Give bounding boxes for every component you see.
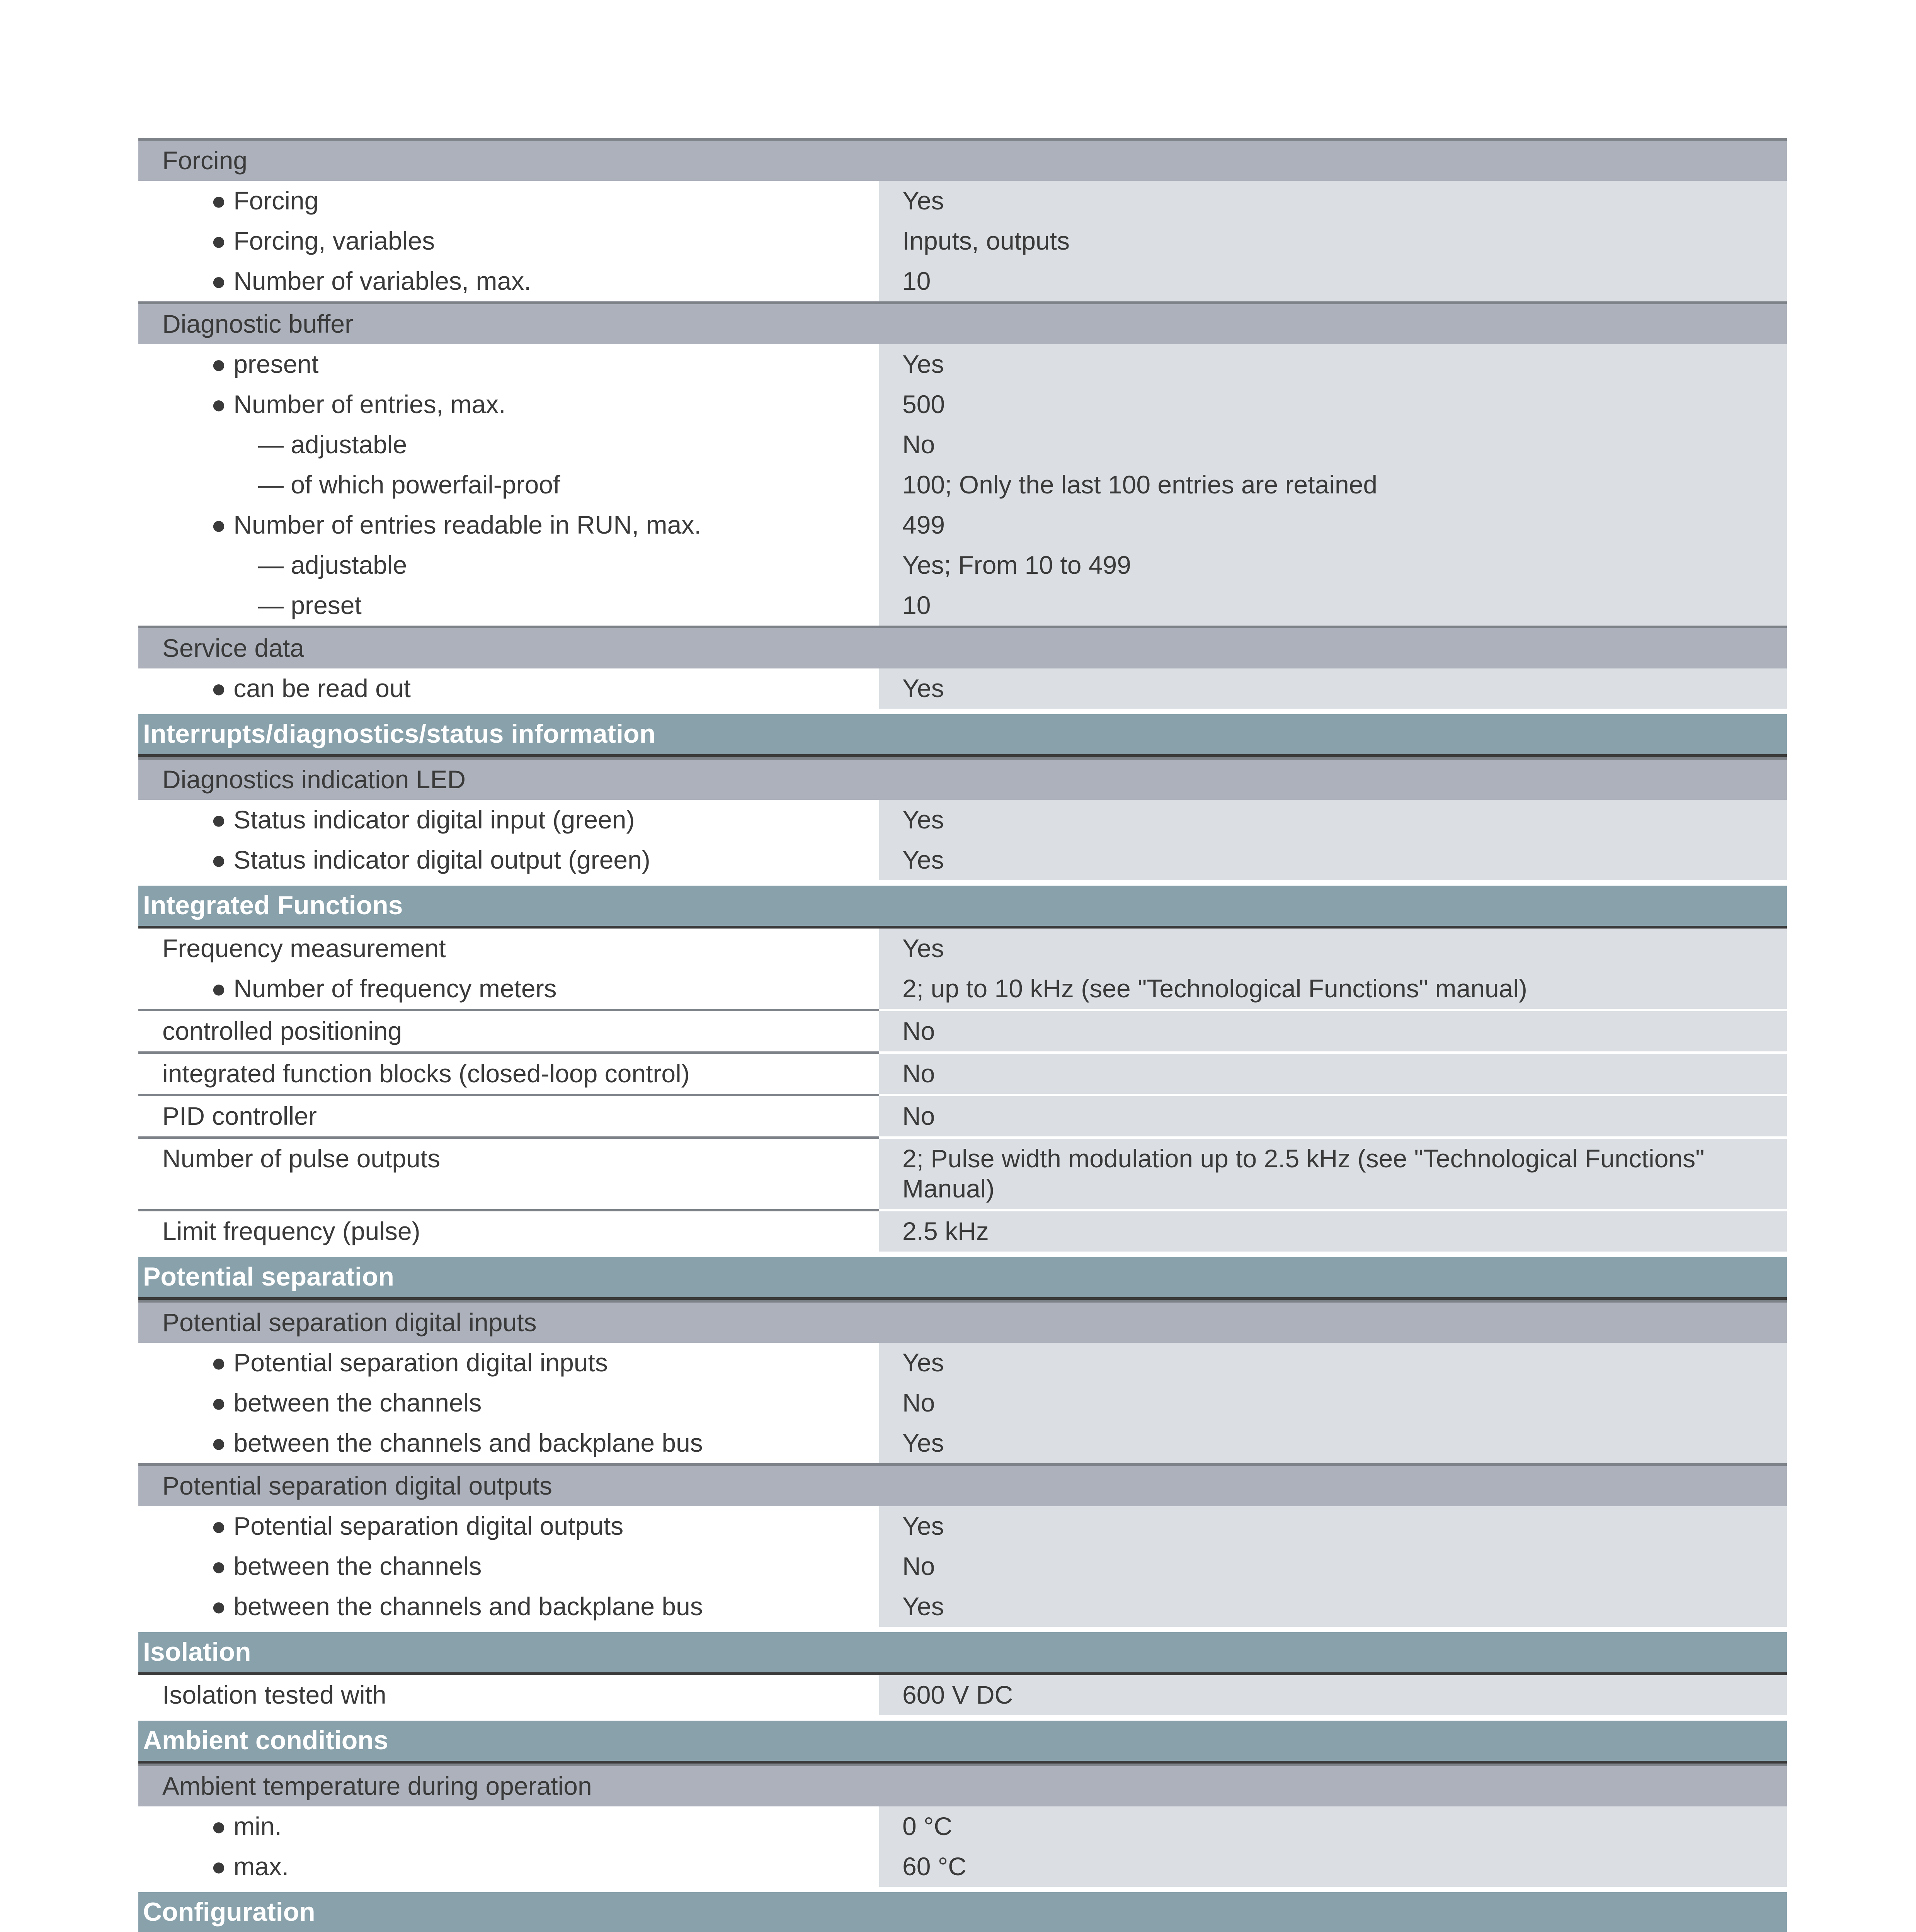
spec-value: 100; Only the last 100 entries are retained [879, 465, 1787, 505]
spec-value: 2.5 kHz [879, 1209, 1787, 1252]
section-header: Potential separation [138, 1257, 1787, 1300]
spec-row [138, 1343, 1787, 1383]
spec-row [138, 384, 1787, 425]
group-header: Service data [138, 626, 1787, 668]
spec-row [138, 1136, 1787, 1209]
spec-value: Yes [879, 929, 1787, 969]
spec-row [138, 800, 1787, 840]
spec-row [138, 1506, 1787, 1546]
spec-label: ● Number of frequency meters [211, 974, 557, 1003]
spec-label: — of which powerfail-proof [258, 470, 560, 499]
spec-label: ● between the channels and backplane bus [211, 1592, 703, 1621]
spec-row [138, 545, 1787, 585]
spec-label: Limit frequency (pulse) [138, 1209, 879, 1252]
spec-value: 2; up to 10 kHz (see "Technological Functions" manual) [879, 969, 1787, 1009]
spec-value: Yes [879, 800, 1787, 840]
spec-row [138, 929, 1787, 969]
spec-value: 499 [879, 505, 1787, 545]
spec-row [138, 1094, 1787, 1136]
spec-value: Yes [879, 181, 1787, 221]
spec-value: No [879, 425, 1787, 465]
spec-row [138, 1847, 1787, 1887]
spec-table [138, 138, 1787, 1932]
spec-label: ● between the channels and backplane bus [211, 1429, 703, 1457]
spec-value: 0 °C [879, 1806, 1787, 1847]
spec-value: 10 [879, 261, 1787, 301]
spec-row [138, 1009, 1787, 1051]
group-header: Potential separation digital outputs [138, 1463, 1787, 1506]
spec-row [138, 1383, 1787, 1423]
spec-value: No [879, 1546, 1787, 1587]
spec-label: — adjustable [258, 430, 407, 459]
spec-value: 10 [879, 585, 1787, 626]
spec-value: Yes [879, 344, 1787, 384]
section-header: Ambient conditions [138, 1721, 1787, 1764]
spec-value: No [879, 1051, 1787, 1094]
spec-label: ● Status indicator digital input (green) [211, 805, 635, 834]
spec-value: 600 V DC [879, 1675, 1787, 1715]
spec-label: ● Forcing, variables [211, 226, 435, 255]
spec-row [138, 505, 1787, 545]
spec-row [138, 1546, 1787, 1587]
spec-label: ● Potential separation digital inputs [211, 1348, 608, 1377]
spec-label: ● Potential separation digital outputs [211, 1512, 624, 1540]
spec-value: Yes [879, 1423, 1787, 1463]
spec-label: ● max. [211, 1852, 289, 1881]
spec-label: ● Forcing [211, 186, 319, 215]
spec-value: 500 [879, 384, 1787, 425]
spec-label: ● Status indicator digital output (green) [211, 845, 650, 874]
section-header: Isolation [138, 1632, 1787, 1675]
spec-row [138, 668, 1787, 709]
spec-label: — adjustable [258, 551, 407, 579]
spec-row [138, 221, 1787, 261]
spec-row [138, 969, 1787, 1009]
spec-label: ● Number of entries, max. [211, 390, 506, 418]
spec-label: Isolation tested with [162, 1680, 386, 1709]
group-header: Ambient temperature during operation [138, 1764, 1787, 1806]
section-header: Integrated Functions [138, 886, 1787, 929]
spec-label: ● min. [211, 1812, 282, 1840]
spec-label: ● between the channels [211, 1552, 482, 1580]
group-header: Diagnostics indication LED [138, 757, 1787, 800]
group-header: Potential separation digital inputs [138, 1300, 1787, 1343]
spec-label: — preset [258, 591, 362, 619]
spec-label: ● Number of variables, max. [211, 267, 531, 295]
spec-label: PID controller [138, 1094, 879, 1136]
spec-value: 60 °C [879, 1847, 1787, 1887]
spec-value: 2; Pulse width modulation up to 2.5 kHz (see "Technological Functions" Manual) [879, 1136, 1787, 1209]
spec-label: integrated function blocks (closed-loop control) [138, 1051, 879, 1094]
spec-label: ● present [211, 350, 319, 378]
spec-label: ● between the channels [211, 1388, 482, 1417]
spec-row [138, 840, 1787, 880]
spec-value: Inputs, outputs [879, 221, 1787, 261]
section-header: Interrupts/diagnostics/status information [138, 714, 1787, 757]
spec-row [138, 1587, 1787, 1627]
spec-label: controlled positioning [138, 1009, 879, 1051]
spec-value: Yes [879, 1506, 1787, 1546]
spec-row [138, 1806, 1787, 1847]
spec-label: ● Number of entries readable in RUN, max. [211, 510, 701, 539]
spec-value: No [879, 1094, 1787, 1136]
spec-row [138, 344, 1787, 384]
group-header: Diagnostic buffer [138, 301, 1787, 344]
spec-label: ● can be read out [211, 674, 411, 702]
spec-value: Yes [879, 840, 1787, 880]
spec-value: Yes; From 10 to 499 [879, 545, 1787, 585]
spec-value: Yes [879, 668, 1787, 709]
spec-row [138, 1051, 1787, 1094]
group-header: Forcing [138, 138, 1787, 181]
spec-value: No [879, 1383, 1787, 1423]
spec-value: No [879, 1009, 1787, 1051]
section-header: Configuration [138, 1892, 1787, 1932]
spec-row [138, 1675, 1787, 1715]
spec-label: Frequency measurement [162, 934, 446, 963]
spec-value: Yes [879, 1587, 1787, 1627]
spec-row [138, 261, 1787, 301]
spec-row [138, 1209, 1787, 1252]
spec-row [138, 1423, 1787, 1463]
spec-value: Yes [879, 1343, 1787, 1383]
spec-row [138, 425, 1787, 465]
spec-row [138, 465, 1787, 505]
spec-row [138, 181, 1787, 221]
spec-row [138, 585, 1787, 626]
spec-label: Number of pulse outputs [138, 1136, 879, 1209]
